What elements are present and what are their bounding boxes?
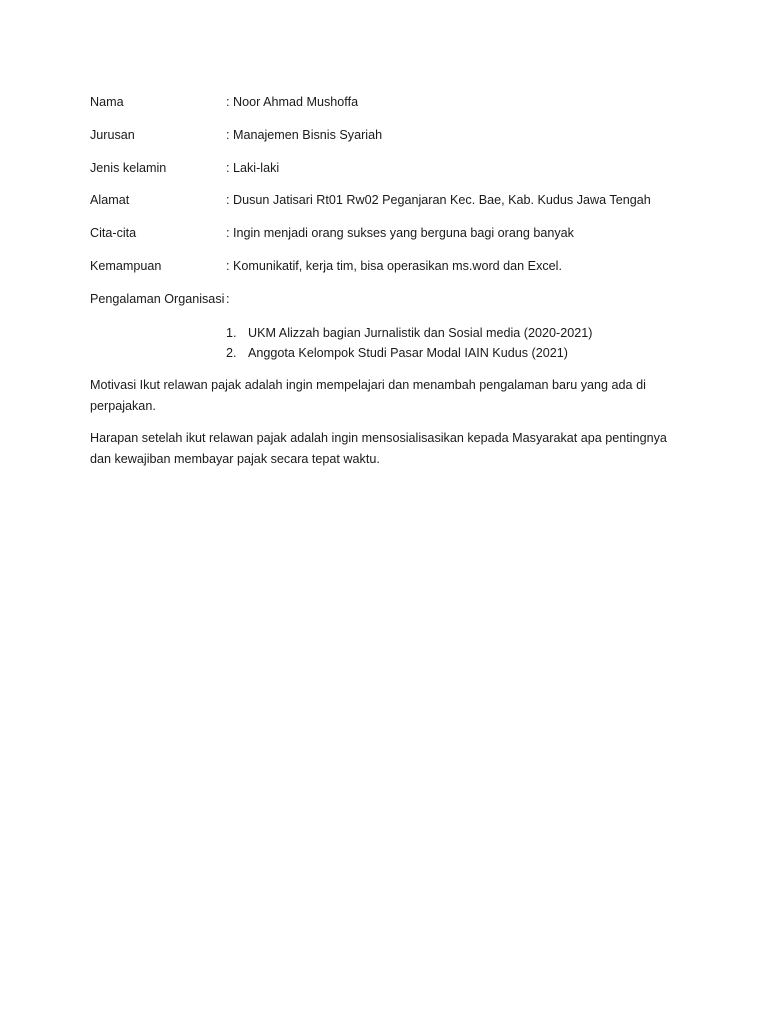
field-label: Cita-cita	[90, 226, 137, 240]
field-label: Jenis kelamin	[90, 161, 167, 175]
field-pengalaman-organisasi	[90, 290, 690, 308]
field-label: Pengalaman Organisasi	[90, 292, 225, 306]
field-value: : Manajemen Bisnis Syariah	[226, 128, 383, 142]
field-kemampuan	[90, 257, 690, 275]
field-label: Alamat	[90, 193, 130, 207]
list-item	[226, 323, 592, 343]
field-value: : Dusun Jatisari Rt01 Rw02 Peganjaran Kec. Bae, Kab. Kudus Jawa Tengah	[226, 193, 651, 207]
field-jurusan	[90, 126, 690, 144]
field-label: Nama	[90, 95, 124, 109]
motivation-paragraph: Motivasi Ikut relawan pajak adalah ingin mempelajari dan menambah pengalaman baru yang ada di perpajakan.	[90, 378, 646, 413]
list-item-text: UKM Alizzah bagian Jurnalistik dan Sosial media (2020-2021)	[248, 326, 593, 340]
list-item	[226, 343, 592, 363]
field-value: : Komunikatif, kerja tim, bisa operasikan ms.word dan Excel.	[226, 259, 562, 273]
organization-list	[226, 323, 592, 363]
field-label: Jurusan	[90, 128, 135, 142]
field-nama	[90, 93, 690, 111]
field-value: :	[226, 292, 230, 306]
field-value: : Ingin menjadi orang sukses yang berguna bagi orang banyak	[226, 226, 574, 240]
field-value: : Noor Ahmad Mushoffa	[226, 95, 359, 109]
list-number: 2.	[226, 346, 237, 360]
list-item-text: Anggota Kelompok Studi Pasar Modal IAIN Kudus (2021)	[248, 346, 568, 360]
field-alamat	[90, 191, 690, 209]
field-cita-cita	[90, 224, 690, 242]
field-value: : Laki-laki	[226, 161, 280, 175]
hope-paragraph: Harapan setelah ikut relawan pajak adalah ingin mensosialisasikan kepada Masyarakat apa pentingnya dan kewajiban membayar pajak secara tepat waktu.	[90, 431, 667, 466]
field-label: Kemampuan	[90, 259, 162, 273]
field-jenis-kelamin	[90, 159, 690, 177]
list-number: 1.	[226, 326, 237, 340]
